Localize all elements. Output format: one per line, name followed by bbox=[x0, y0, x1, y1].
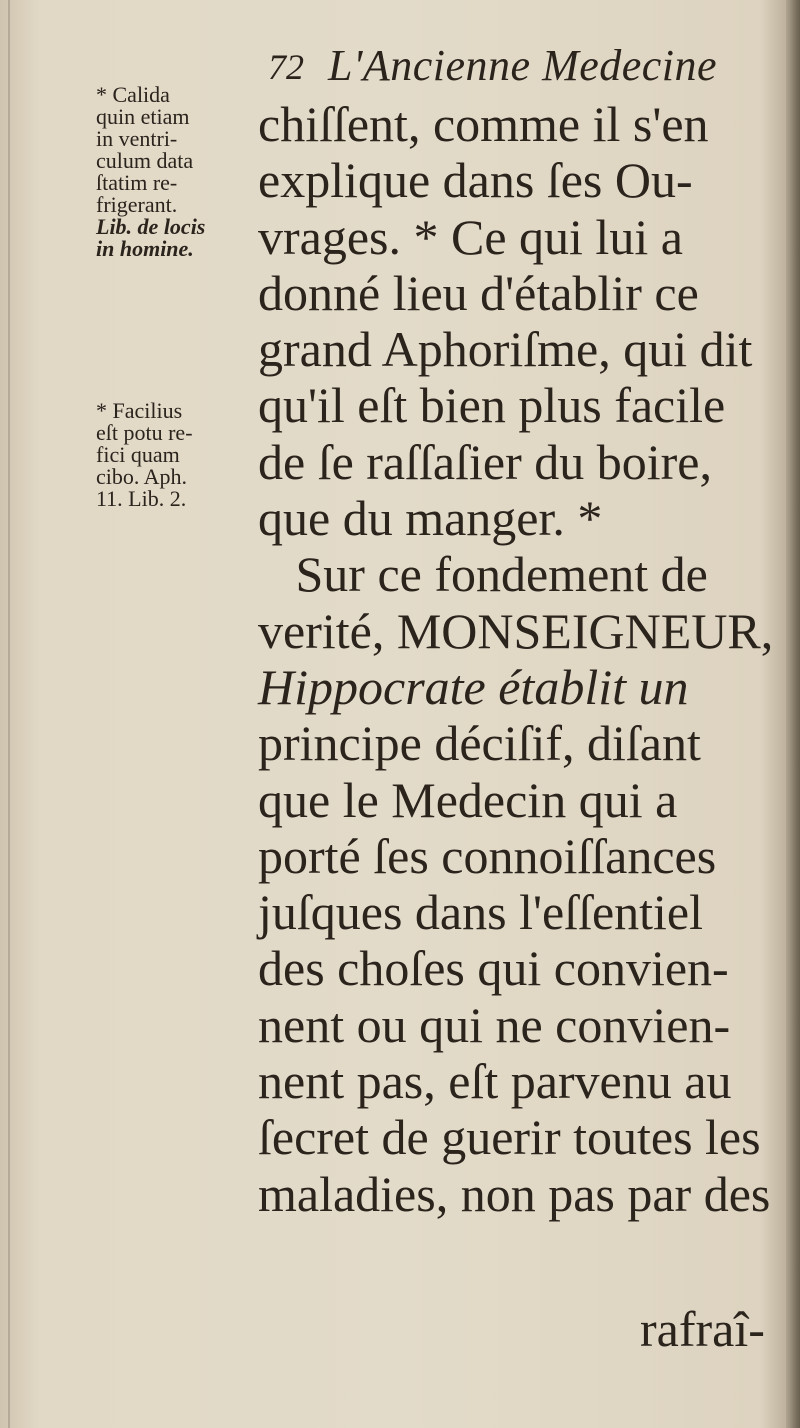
text-line: des choſes qui convien- bbox=[258, 940, 729, 997]
margin-note-line: ſtatim re- bbox=[96, 170, 178, 195]
text-line: juſques dans l'eſſentiel bbox=[258, 884, 704, 941]
margin-note-line: culum data bbox=[96, 148, 194, 173]
text-line: vrages. * Ce qui lui a bbox=[258, 208, 683, 265]
margin-note-line: eſt potu re- bbox=[96, 420, 193, 445]
margin-note-line: * Calida bbox=[96, 82, 170, 107]
margin-note-line: fici quam bbox=[96, 442, 180, 467]
text-line: verité, MONSEIGNEUR, bbox=[258, 602, 774, 659]
gutter-line bbox=[8, 0, 10, 1428]
margin-note-2 bbox=[96, 400, 266, 510]
text-line: ſecret de guerir toutes les bbox=[258, 1109, 761, 1166]
text-line: maladies, non pas par des bbox=[258, 1165, 771, 1222]
running-title: L'Ancienne Medecine bbox=[328, 41, 718, 90]
page-number: 72 bbox=[268, 47, 304, 87]
margin-note-line: quin etiam bbox=[96, 104, 190, 129]
text-line: chiſſent, comme il s'en bbox=[258, 96, 709, 152]
text-line: explique dans ſes Ou- bbox=[258, 152, 693, 209]
text-line: grand Aphoriſme, qui dit bbox=[258, 321, 753, 378]
margin-note-line: cibo. Aph. bbox=[96, 464, 188, 489]
text-line: Hippocrate établit un bbox=[258, 658, 689, 715]
margin-note-line: in homine. bbox=[96, 236, 194, 261]
text-line: que le Medecin qui a bbox=[258, 771, 678, 828]
text-line: porté ſes connoiſſances bbox=[258, 827, 717, 884]
text-line: principe déciſif, diſant bbox=[258, 715, 701, 772]
text-line: qu'il eſt bien plus facile bbox=[258, 377, 726, 434]
body-text bbox=[258, 96, 793, 1222]
page-header bbox=[268, 40, 788, 96]
text-line: nent pas, eſt parvenu au bbox=[258, 1053, 732, 1110]
text-line: donné lieu d'établir ce bbox=[258, 264, 699, 321]
margin-note-line: Lib. de locis bbox=[96, 214, 206, 239]
text-line: que du manger. * bbox=[258, 490, 603, 547]
text-line: de ſe raſſaſier du boire, bbox=[258, 433, 712, 490]
margin-note-line: frigerant. bbox=[96, 192, 178, 217]
margin-note-line: * Facilius bbox=[96, 398, 183, 423]
margin-note-line: 11. Lib. 2. bbox=[96, 486, 187, 511]
catchword: rafraî- bbox=[640, 1301, 765, 1357]
margin-note-line: in ventri- bbox=[96, 126, 178, 151]
text-line: Sur ce fondement de bbox=[258, 546, 708, 603]
margin-note-1 bbox=[96, 84, 266, 260]
text-line: nent ou qui ne convien- bbox=[258, 996, 731, 1053]
